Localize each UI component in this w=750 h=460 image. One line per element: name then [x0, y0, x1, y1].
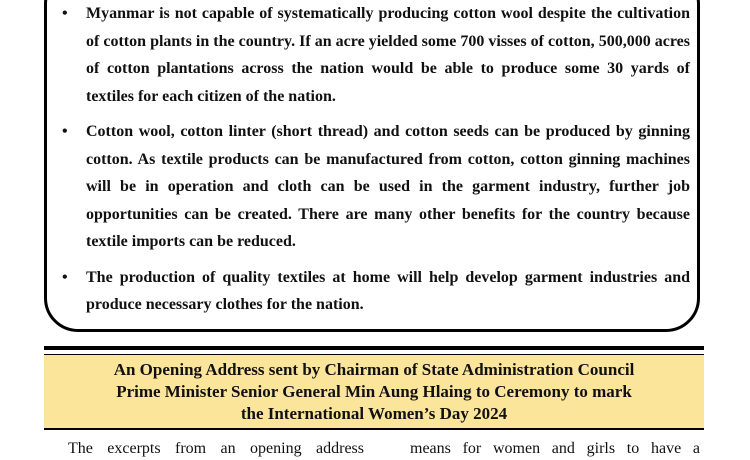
bullet-text: Myanmar is not capable of systematically producing cotton wool despite the cultivation of cotton plants in the country. If an acre yielded some 700 visses of cotton, 500,000 acres of cotton plantations across the nation would be able to produce some 30 yards of textiles for each citizen of the nation.	[86, 5, 690, 105]
headline-line: An Opening Address sent by Chairman of State Administration Council	[113, 359, 635, 379]
bullet-dot-icon: •	[62, 268, 68, 286]
bullet-dot-icon: •	[62, 123, 68, 140]
headline-line: Prime Minister Senior General Min Aung Hlaing to Ceremony to mark	[116, 381, 632, 401]
bullet-dot-icon: •	[62, 5, 68, 22]
headline-line: the International Women’s Day 2024	[240, 403, 508, 423]
bullet-text: The production of quality textiles at home will help develop garment industries and produce necessary clothes for the nation.	[86, 268, 690, 313]
headline-banner	[44, 346, 704, 430]
article-column-left: The excerpts from an opening address	[68, 440, 364, 457]
bullet-item	[62, 118, 690, 256]
bullet-item	[62, 0, 690, 110]
article-column-right: means for women and girls to have a	[410, 440, 700, 457]
bullet-list	[62, 0, 690, 327]
bullet-text: Cotton wool, cotton linter (short thread) and cotton seeds can be produced by ginning cotton. As textile products can be manufactured from cotton, cotton ginning machines will be in operation and cloth can be used in the garment industry, further job opportunities can be created. There are many other benefits for the country because textile imports can be reduced.	[86, 123, 690, 250]
bullet-item	[62, 264, 690, 319]
headline-banner-fill	[44, 354, 704, 428]
